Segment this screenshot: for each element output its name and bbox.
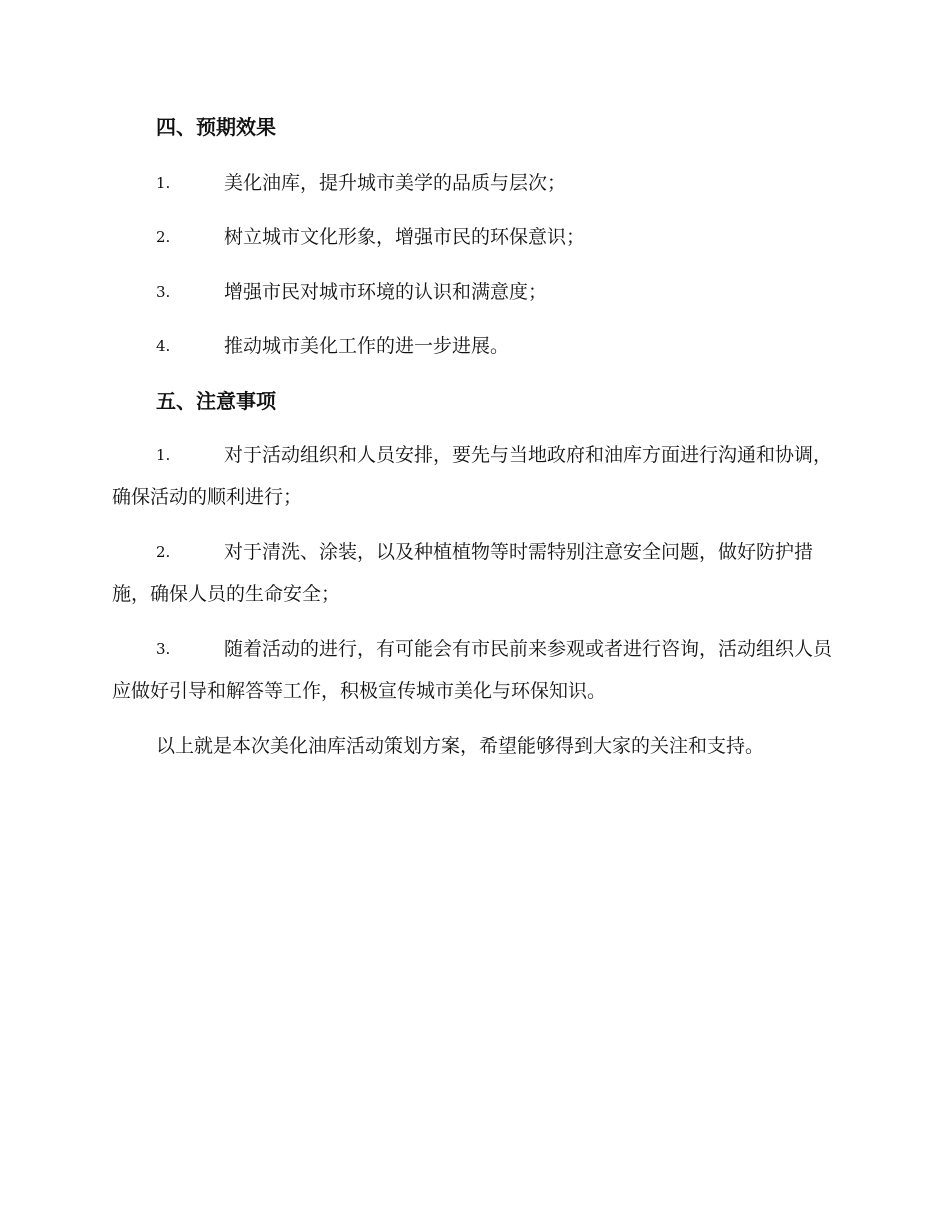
list-item-number: 2. — [156, 543, 171, 561]
list-item-text: 对于清洗、涂装，以及种植植物等时需特别注意安全问题，做好防护措施，确保人员的生命安全； — [112, 541, 814, 605]
list-item-number: 4. — [156, 337, 171, 355]
closing-paragraph: 以上就是本次美化油库活动策划方案，希望能够得到大家的关注和支持。 — [156, 735, 765, 757]
list-item-number: 1. — [156, 174, 171, 192]
list-item — [112, 628, 836, 712]
list-item-text: 美化油库，提升城市美学的品质与层次； — [224, 172, 567, 194]
section-heading-expected-effects: 四、预期效果 — [156, 115, 276, 139]
list-item-text: 对于活动组织和人员安排，要先与当地政府和油库方面进行沟通和协调，确保活动的顺利进行； — [112, 444, 833, 508]
list-item — [112, 271, 836, 313]
list-item-number: 1. — [156, 446, 171, 464]
list-item-text: 树立城市文化形象，增强市民的环保意识； — [224, 226, 586, 248]
list-item-text: 推动城市美化工作的进一步进展。 — [224, 335, 510, 357]
list-item — [112, 325, 836, 367]
list-item-number: 3. — [156, 640, 171, 658]
list-item — [112, 434, 836, 518]
list-item — [112, 216, 836, 258]
list-item — [112, 162, 836, 204]
list-item-number: 3. — [156, 283, 171, 301]
list-item-text: 增强市民对城市环境的认识和满意度； — [224, 281, 548, 303]
list-item-number: 2. — [156, 228, 171, 246]
list-item-text: 随着活动的进行，有可能会有市民前来参观或者进行咨询，活动组织人员应做好引导和解答等工作，积极宣传城市美化与环保知识。 — [112, 638, 833, 702]
list-item — [112, 531, 836, 615]
section-heading-precautions: 五、注意事项 — [156, 389, 276, 413]
